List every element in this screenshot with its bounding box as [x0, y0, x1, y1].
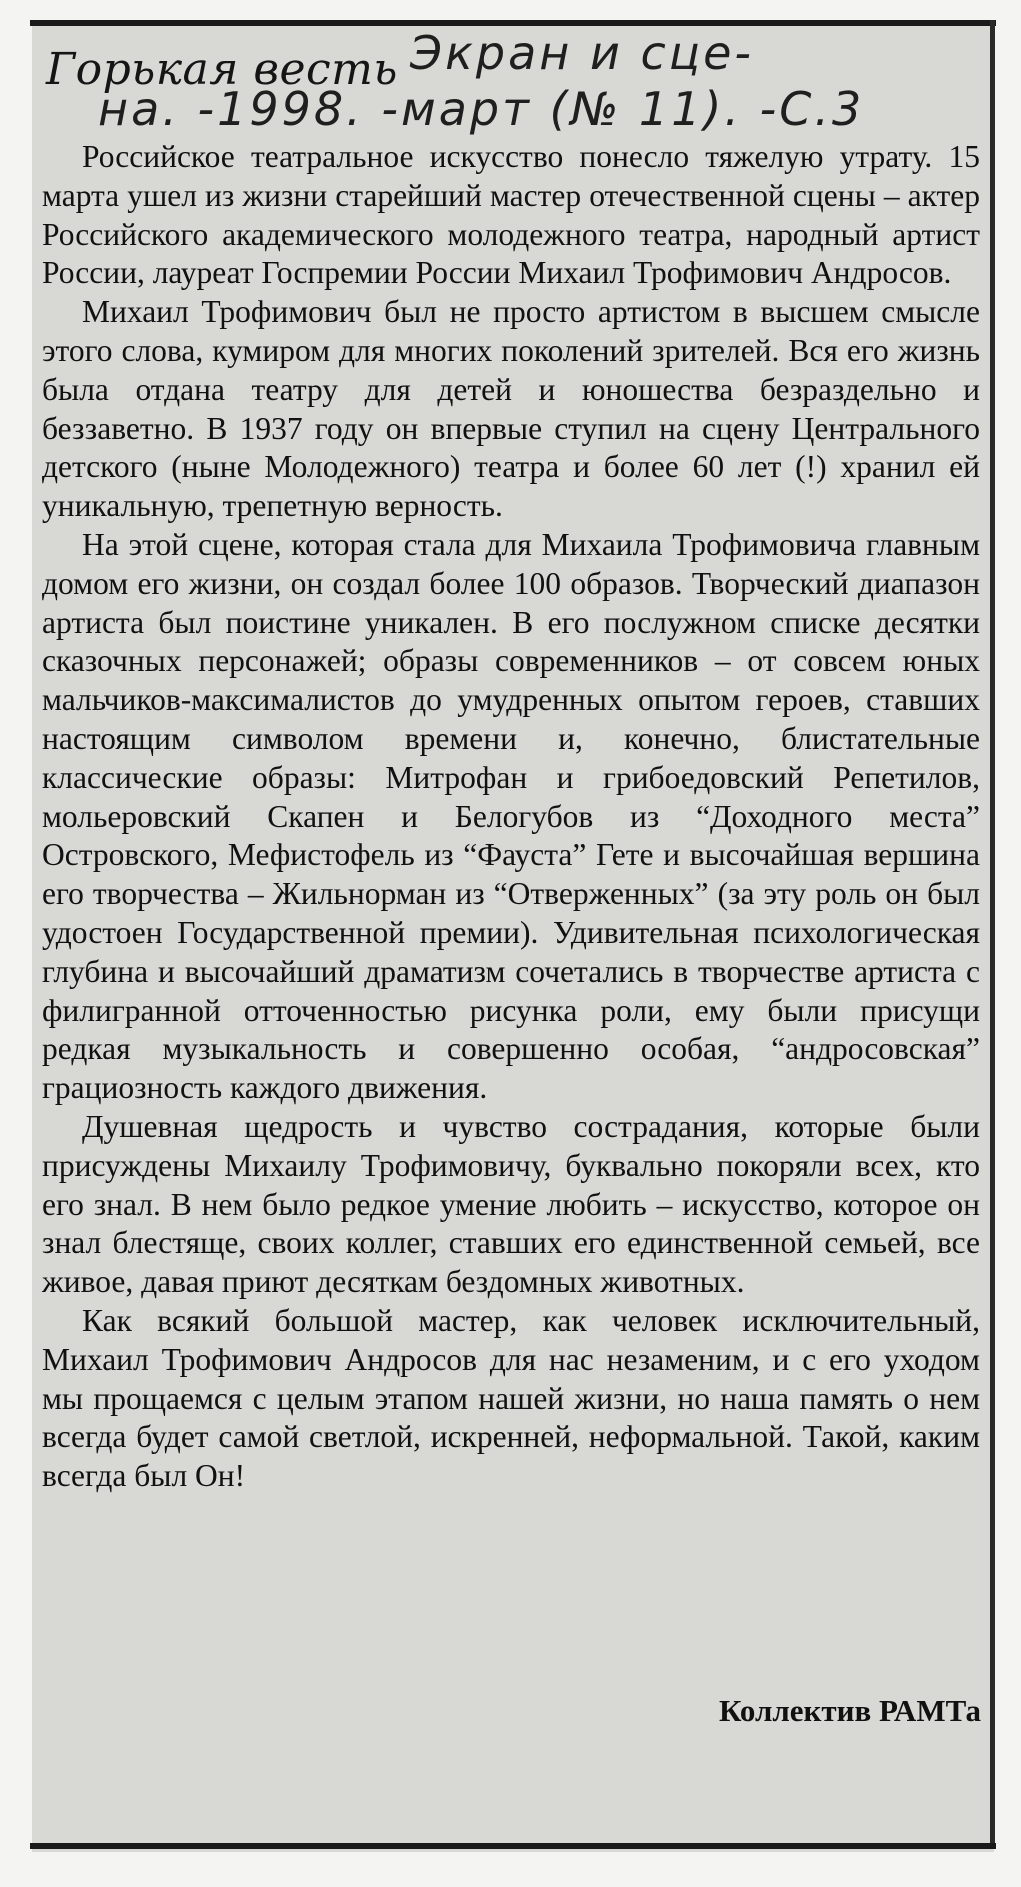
- bottom-rule: [30, 1843, 996, 1849]
- article-heading: Горькая весть: [46, 44, 398, 95]
- signature: Коллектив РАМТа: [718, 1693, 981, 1728]
- paragraph: Душевная щедрость и чувство сострадания, которые были присуждены Михаилу Трофимовичу, буквально покоряли всех, кто его знал. В нем было редкое умение любить – искусство, которое он знал блестяще, своих коллег, ставших его единственной семьей, все живое, давая приют десяткам бездомных животных.: [42, 1108, 980, 1300]
- clipping-header: [40, 26, 980, 140]
- handwritten-source-line2: на. -1998. -март (№ 11). -С.3: [98, 82, 865, 136]
- handwritten-source-line1: Экран и сце-: [410, 26, 755, 80]
- paragraph: Как всякий большой мастер, как человек исключительный, Михаил Трофимович Андросов для нас незаменим, и с его уходом мы прощаемся с целым этапом нашей жизни, но наша память о нем всегда будет самой светлой, искренней, неформальной. Такой, каким всегда был Он!: [42, 1302, 980, 1494]
- right-rule: [990, 20, 995, 1849]
- paragraph: Михаил Трофимович был не просто артистом в высшем смысле этого слова, кумиром для многих поколений зрителей. Вся его жизнь была отдана театру для детей и юношества безраздельно и беззаветно. В 1937 году он впервые ступил на сцену Центрального детского (ныне Молодежного) театра и более 60 лет (!) хранил ей уникальную, трепетную верность.: [42, 294, 980, 524]
- article-body: [42, 138, 980, 1496]
- paragraph: На этой сцене, которая стала для Михаила Трофимовича главным домом его жизни, он создал более 100 образов. Творческий диапазон артиста был поистине уникален. В его послужном списке десятки сказочных персонажей; образы современников – от совсем юных мальчиков-максималистов до умудренных опытом героев, ставших настоящим символом времени и, конечно, блистательные классические образы: Митрофан и грибоедовский Репетилов, мольеровский Скапен и Белогубов из “Доходного места” Островского, Мефистофель из “Фауста” Гете и высочайшая вершина его творчества – Жильнорман из “Отверженных” (за эту роль он был удостоен Государственной премии). Удивительная психологическая глубина и высочайший драматизм сочетались в творчестве артиста с филигранной отточенностью рисунка роли, ему были присущи редкая музыкальность и совершенно особая, “андросовская” грациозность каждого движения.: [42, 526, 980, 1106]
- paragraph: Российское театральное искусство понесло тяжелую утрату. 15 марта ушел из жизни старейший мастер отечественной сцены – актер Российского академического молодежного театра, народный артист России, лауреат Госпремии России Михаил Трофимович Андросов.: [42, 139, 980, 291]
